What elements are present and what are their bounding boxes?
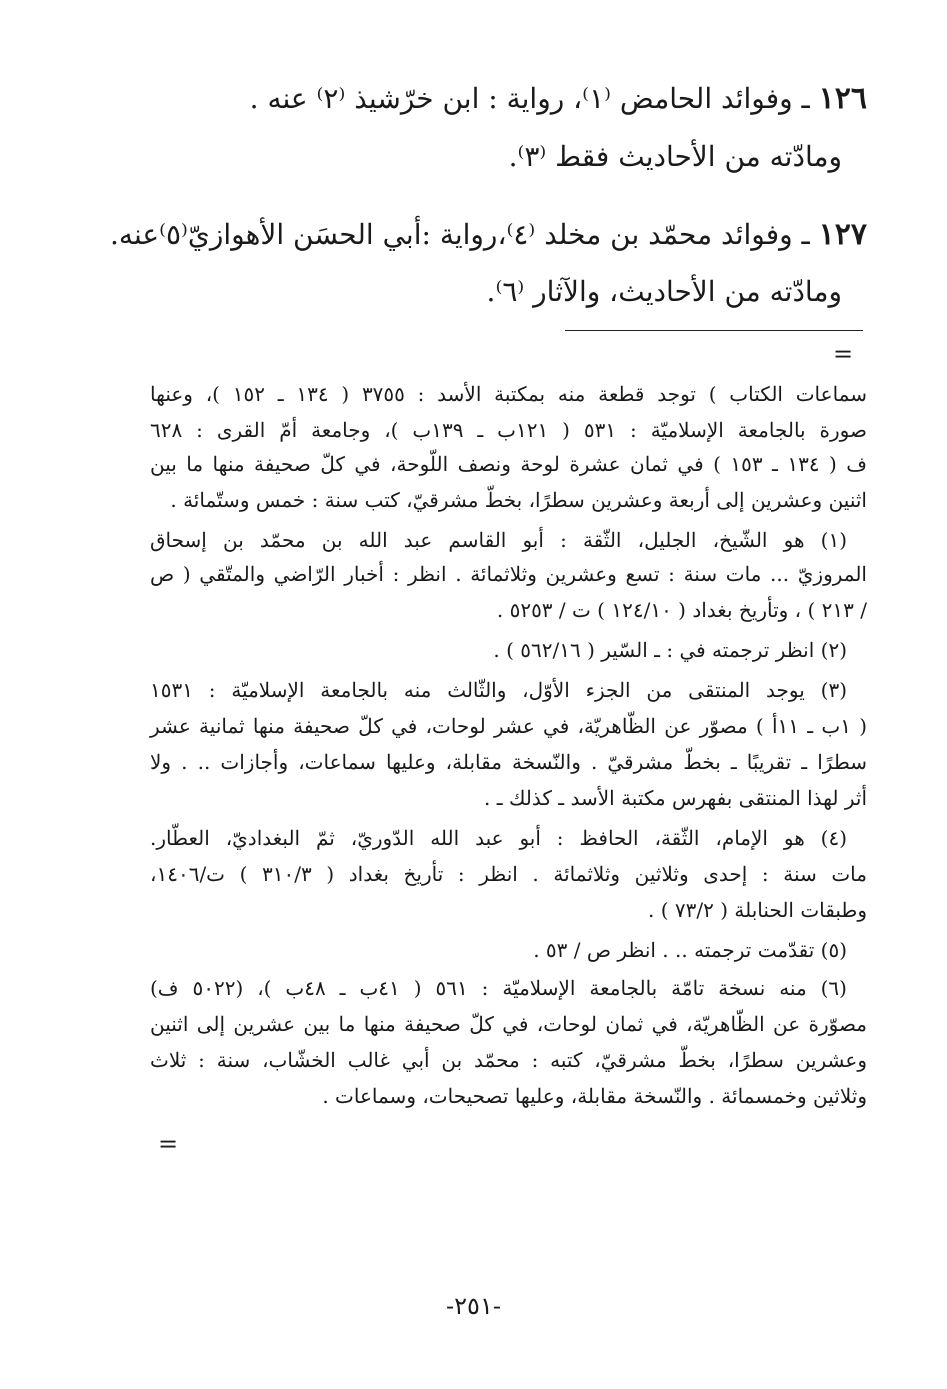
- footnote-3-line: أثر لهذا المنتقى بفهرس مكتبة الأسد ـ كذلك ـ .: [484, 786, 867, 810]
- entry-number: ١٢٧: [818, 217, 867, 252]
- entry-126-line-1: [150, 81, 867, 116]
- footnote-6-line: (٦) منه نسخة تامّة بالجامعة الإسلاميّة : ٥٦١ ( ٤١ب ـ ٤٨ب )، (٥٠٢٢ ف): [150, 976, 847, 1000]
- footnote-1-line: المروزيّ ... مات سنة : تسع وعشرين وثلاثمائة . انظر : أخبار الرّاضي والمتّقي ( ص: [150, 562, 867, 586]
- entry-127-line-2: ومادّته من الأحاديث، والآثار ⁽٦⁾.: [486, 275, 842, 308]
- footnote-line: سماعات الكتاب ) توجد قطعة منه بمكتبة الأسد : ٣٧٥٥ ( ١٣٤ ـ ١٥٢ )، وعنها: [150, 382, 867, 406]
- footnote-6-line: مصوّرة عن الظّاهريّة، في ثمان لوحات، في كلّ صحيفة منها ما بين عشرين إلى اثنين: [150, 1012, 867, 1036]
- continuation-mark-top: =: [833, 340, 854, 368]
- continuation-mark-bottom: =: [158, 1130, 179, 1158]
- footnote-4-line: مات سنة : إحدى وثلاثين وثلاثمائة . انظر : تأريخ بغداد ( ٣١٠/٣ ) ت/١٤٠٦،: [150, 862, 867, 886]
- footnote-line: اثنين وعشرين إلى أربعة وعشرين سطرًا، بخطّ مشرقيّ، كتب سنة : خمس وستّمائة .: [170, 488, 867, 512]
- footnote-6-line: وثلاثين وخمسمائة . والنّسخة مقابلة، وعليها تصحيحات، وسماعات .: [322, 1084, 867, 1108]
- entry-127-line-1: [110, 217, 867, 252]
- entry-number: ١٢٦: [818, 81, 867, 116]
- footnote-separator: [565, 330, 863, 331]
- footnote-4-line: وطبقات الحنابلة ( ٧٣/٢ ) .: [648, 898, 867, 922]
- footnote-6-line: وعشرين سطرًا، بخطّ مشرقيّ، كتبه : محمّد بن أبي غالب الخشّاب، سنة : ثلاث: [150, 1048, 867, 1072]
- entry-text: ـ وفوائد محمّد بن مخلد ⁽٤⁾،رواية :أبي الحسَن الأهوازيّ⁽٥⁾عنه.: [110, 218, 819, 251]
- entry-text: ـ وفوائد الحامض ⁽١⁾، رواية : ابن خرّشيذ ⁽٢⁾ عنه .: [249, 82, 819, 115]
- footnote-3-line: (٣) يوجد المنتقى من الجزء الأوّل، والثّالث منه بالجامعة الإسلاميّة : ١٥٣١: [150, 678, 847, 702]
- footnote-1-line: (١) هو الشّيخ، الجليل، الثّقة : أبو القاسم عبد الله بن محمّد بن إسحاق: [150, 528, 847, 552]
- entry-126-line-2: ومادّته من الأحاديث فقط ⁽٣⁾.: [508, 140, 842, 173]
- footnote-3-line: سطرًا ـ تقريبًا ـ بخطّ مشرقيّ . والنّسخة مقابلة، وعليها سماعات، وأجازات .. . ولا: [150, 750, 867, 774]
- footnote-1-line: / ٢١٣ ) ، وتأريخ بغداد ( ١٢٤/١٠ ) ت / ٥٢٥٣ .: [496, 598, 867, 622]
- footnote-4-line: (٤) هو الإمام، الثّقة، الحافظ : أبو عبد الله الدّوريّ، ثمّ البغداديّ، العطّار.: [150, 826, 847, 850]
- footnote-3-line: ( ١ب ـ ١١أ ) مصوّر عن الظّاهريّة، في عشر لوحات، في كلّ صحيفة منها ثمانية عشر: [150, 714, 868, 738]
- footnote-line: ف ( ١٣٤ ـ ١٥٣ ) في ثمان عشرة لوحة ونصف اللّوحة، في كلّ صحيفة منها ما بين: [150, 452, 868, 476]
- page-number: -٢٥١-: [446, 1292, 501, 1320]
- footnote-line: صورة بالجامعة الإسلاميّة : ٥٣١ ( ١٢١ب ـ ١٣٩ب )، وجامعة أمّ القرى : ٦٢٨: [150, 418, 867, 442]
- footnote-5-line: (٥) تقدّمت ترجمته .. . انظر ص / ٥٣ .: [533, 938, 847, 962]
- footnote-2-line: (٢) انظر ترجمته في : ـ السّير ( ٥٦٢/١٦ ) .: [493, 638, 847, 662]
